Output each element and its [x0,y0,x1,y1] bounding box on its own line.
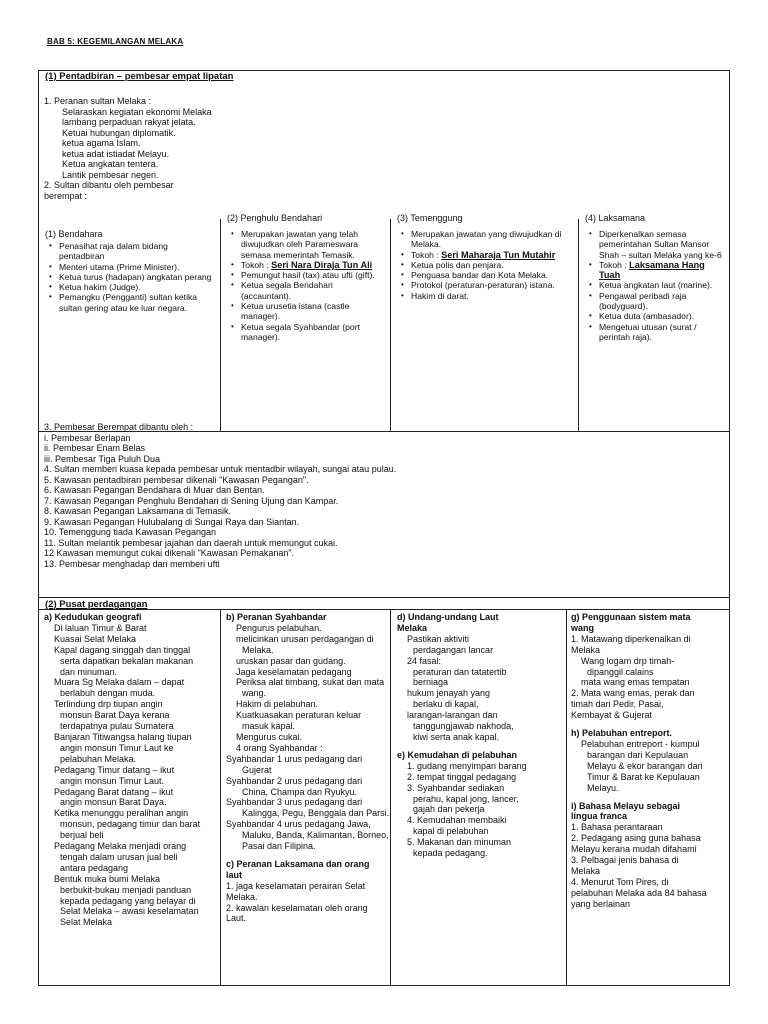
item-text: Ketua urusetia istana (castle manager). [241,301,350,322]
text-line: 3. Syahbandar sediakan [407,782,505,793]
sultan-roles [44,96,212,201]
text-line: perahu, kapal jong, lancer, [413,793,519,804]
text-line: China, Champa dan Ryukyu. [242,786,358,797]
text-line: uruskan pasar dan gudang. [236,655,346,666]
text-line: 1. jaga keselamatan perairan Selat [226,880,366,891]
subheading: c) Peranan Laksamana dan orang [226,858,370,869]
column-title: (4) Laksamana [585,213,646,223]
col-bendahara [39,219,221,431]
subheading: Melaka [397,622,428,633]
text-line: tanggungjawab nakhoda, [413,721,514,732]
text-line: 2. Pedagang asing guna bahasa [571,833,701,844]
list-item [397,260,572,270]
list-item [585,229,723,260]
list-item [45,241,214,262]
pembesar-columns [39,213,729,432]
text-line: Jaga keselamatan pedagang [236,666,352,677]
col-penghulu-bendahari [221,213,391,431]
text-line: serta dapatkan bekalan makanan [60,655,194,666]
text-line: 1. Matawang diperkenalkan di [571,633,691,644]
text-line: 4 orang Syahbandar : [236,742,323,753]
item-highlight: Laksamana Hang Tuah [599,259,705,281]
text-line: berjual beli [60,830,104,841]
text-line: 6. Kawasan Pegangan Bendahara di Muar dan Bentan. [44,485,265,495]
text-line: Wang logam drp timah- [581,655,675,666]
text-line [571,721,729,728]
text-line: mata wang emas tempatan [581,677,690,688]
list-item [227,301,384,322]
text-line: 2. tempat tinggal pedagang [407,771,517,782]
text-line: larangan-larangan dan [407,710,498,721]
text-line: Pedagang Melaka menjadi orang [54,841,187,852]
section-pentadbiran [38,70,730,598]
text-line: ii. Pembesar Enam Belas [44,443,146,453]
text-line: berniaga [413,677,449,688]
text-line: kiwi serta anak kapal. [413,731,500,742]
text-line: 24 fasal: [407,655,442,666]
item-text: Tokoh : [241,259,272,270]
text-line: monsun, pedagang timur dan barat [60,819,201,830]
text-line: dan minuman. [60,666,118,677]
list-item [45,272,214,282]
text-line: kepada pedagang. [413,848,488,859]
text-line: peraturan dan tatatertib [413,666,507,677]
text-line: Maluku, Banda, Kalimantan, Borneo, [242,830,389,841]
list-item [45,292,214,313]
text-line: 10. Temenggung tiada Kawasan Pegangan [44,527,216,537]
text-line: angin monsun Timur Laut. [60,775,165,786]
list-item [397,250,572,260]
text-line: lambang perpaduan rakyat jelata. [62,117,196,127]
text-line: Ketua angkatan tentera. [62,159,159,169]
list-item [227,270,384,280]
text-line: Melaka. [242,644,274,655]
text-line: antara pedagang [60,862,129,873]
subheading: h) Pelabuhan entreport. [571,728,673,739]
pembesar-notes [44,422,396,569]
item-text: Pengawal peribadi raja (bodyguard). [599,290,687,312]
item-text: Mengetuai utusan (surat / perintah raja). [599,321,697,342]
text-line: Syahbandar 3 urus pedagang dari [226,797,363,808]
text-line: Kuasai Selat Melaka [54,633,137,644]
text-line: berlabuh dengan muda. [60,688,156,699]
text-line: ketua agama Islam. [62,138,141,148]
col-laksamana [579,213,729,431]
text-line: Selat Melaka [60,917,113,928]
item-text: Ketua angkatan laut (marine). [599,280,713,291]
text-line: berempat : [44,190,88,201]
section-perdagangan [38,598,730,986]
column-title: (2) Penghulu Bendahari [227,213,323,223]
text-line: Lantik pembesar negeri. [62,169,159,180]
col-syahbandar [221,610,391,985]
text-line: Pengurus pelabuhan. [236,622,322,633]
column-title: (3) Temenggung [397,213,463,223]
text-line: 2. kawalan keselamatan oleh orang [226,902,368,913]
item-text: Ketua turus (hadapan) angkatan perang [59,271,212,282]
item-text: Protokol (peraturan-peraturan) istana. [411,280,555,291]
subheading: g) Penggunaan sistem mata [571,612,691,622]
list-item [585,280,723,290]
list-item [397,229,572,250]
col-undang-undang [391,610,567,985]
list-item [585,260,723,281]
text-line: angin monsun Timur Laut ke [60,742,174,753]
text-line: kepada pedagang yang belayar di [60,895,196,906]
text-line: Pasai dan Filipina. [242,841,316,852]
list-item [585,311,723,321]
text-line: timah dari Pedir, Pasai, [571,699,664,710]
text-line: 7. Kawasan Pegangan Penghulu Bendahari di Sening Ujung dan Kampar. [44,495,339,506]
bullet-list [227,229,384,342]
item-text: Menteri utama (Prime Minister). [59,261,180,272]
text-line: Kembayat & Gujerat [571,710,653,721]
item-highlight: Seri Maharaja Tun Mutahir [441,249,556,260]
text-line: hukum jenayah yang [407,688,491,699]
list-item [45,262,214,272]
text-line: Syahbandar 2 urus pedagang dari [226,775,363,786]
list-item [585,322,723,343]
item-text: Penguasa bandar dan Kota Melaka. [411,270,549,281]
list-item [227,229,384,260]
text-line: Ketika menunggu peralihan angin [54,808,189,819]
text-line: monsun Barat Daya kerana [60,710,170,721]
text-line [226,852,390,859]
text-line: 3. Pelbagai jenis bahasa di [571,855,679,866]
page-title: BAB 5: KEGEMILANGAN MELAKA [47,37,184,46]
text-line: Melaka [571,865,601,876]
text-line: Banjaran Titiwangsa halang tiupan [54,731,192,742]
text-line: pelabuhan Melaka. [60,753,137,764]
text-line: 13. Pembesar menghadap dan memberi ufti [44,558,220,569]
text-line: 3. Pembesar Berempat dibantu oleh : [44,422,194,432]
list-item [397,280,572,290]
text-line: Melayu kerana mudah difahami [571,844,697,855]
bullet-list [45,241,214,313]
text-line: Periksa alat timbang, sukat dan mata [236,677,385,688]
text-line: 4. Menurut Tom Pires, di [571,876,669,887]
text-line: 1. Bahasa perantaraan [571,822,663,833]
text-line: wang. [242,688,267,699]
text-line: berbukit-bukau menjadi panduan [60,884,192,895]
text-line: i. Pembesar Berlapan [44,432,131,443]
item-text: Tokoh : [599,259,630,270]
text-line: 8. Kawasan Pegangan Laksamana di Temasik. [44,506,231,516]
text-line: Laut. [226,913,247,924]
text-line: 4. Kemudahan membaiki [407,815,507,826]
text-line: perdagangan lancar [413,644,494,655]
text-line [571,794,729,801]
text-line: Hakim di pelabuhan. [236,699,319,710]
text-line: 4. Sultan memberi kuasa kepada pembesar untuk mentadbir wilayah, sungai atau pulau. [44,464,397,474]
list-item [227,280,384,301]
text-line: 12 Kawasan memungut cukai dikenali "Kawasan Pemakanan". [44,548,295,558]
subheading: lingua franca [571,811,628,822]
text-line: Bentuk muka bumi Melaka [54,873,161,884]
item-text: Diperkenalkan semasa pemerintahan Sultan Mansor Shah – sultan Melaka yang ke-6 [599,229,722,260]
text-line: 1. gudang menyimpan barang [407,760,527,771]
item-text: Penasihat raja dalam bidang pentadbiran [59,241,168,262]
item-text: Ketua polis dan penjara. [411,259,504,270]
col-geografi [39,610,221,985]
text-line: kapal di pelabuhan [413,826,489,837]
subheading: d) Undang-undang Laut [397,612,499,622]
item-text: Tokoh : [411,249,442,260]
text-line: Selat Melaka – awasi keselamatan [60,906,199,917]
item-text: Ketua duta (ambasador). [599,311,695,322]
text-line: gajah dan pekerja [413,804,485,815]
item-text: Merupakan jawatan yang telah diwujudkan oleh Parameswara semasa memerintah Temasik. [241,229,359,260]
text-line: 9. Kawasan Pegangan Hulubalang di Sungai Raya dan Siantan. [44,516,300,527]
text-line: Syahbandar 1 urus pedagang dari [226,753,363,764]
section-heading-2: (2) Pusat perdagangan [45,599,148,610]
text-line: tengah dalam urusan jual beli [60,851,178,862]
bullet-list [585,229,723,342]
text-line: pelabuhan Melaka ada 84 bahasa [571,887,707,898]
text-line: Selaraskan kegiatan ekonomi Melaka [62,106,212,117]
text-line: dipanggil calains [587,666,654,677]
subheading: wang [571,622,595,633]
item-text: Pemungut hasil (tax) atau ufti (gift). [241,270,375,281]
text-line: Terlindung drp tiupan angin [54,699,163,710]
text-line: yang berlainan [571,898,631,909]
text-line: melicinkan urusan perdagangan di [236,633,374,644]
subheading: i) Bahasa Melayu sebagai [571,800,681,811]
text-line: terdapatnya pulau Sumatera [60,721,174,732]
text-line: 1. Peranan sultan Melaka : [44,96,152,106]
text-line: masuk kapal. [242,721,296,732]
text-line: Syahbandar 4 urus pedagang Jawa, [226,819,371,830]
text-line: Muara Sg Melaka dalam – dapat [54,677,185,688]
text-line: Melaka. [226,891,258,902]
text-line: Pedagang Timur datang – ikut [54,764,175,775]
item-text: Pemangku (Pengganti) sultan ketika sultan gering atau ke luar negara. [59,292,198,313]
col-temenggung [391,213,579,431]
text-line: Pelabuhan entreport - kumpul [581,738,700,749]
text-line: Pedagang Barat datang – ikut [54,786,174,797]
bullet-list [397,229,572,301]
text-line: Melayu & ekor barangan dari [587,760,703,771]
text-line [397,743,566,750]
subheading: e) Kemudahan di pelabuhan [397,749,518,760]
text-line: Gujerat [242,764,272,775]
text-line: Pastikan aktiviti [407,633,470,644]
item-text: Ketua segala Syahbandar (port manager). [241,321,360,342]
text-line: iii. Pembesar Tiga Puluh Dua [44,453,161,464]
item-text: Ketua segala Bendahari (accauntant). [241,280,333,301]
text-line: Ketuai hubungan diplomatik. [62,127,176,138]
text-line: Timur & Barat ke Kepulauan [587,771,700,782]
list-item [227,322,384,343]
perdagangan-columns [39,609,729,985]
item-highlight: Seri Nara Diraja Tun Ali [271,259,373,270]
list-item [397,291,572,301]
text-line: 2. Sultan dibantu oleh pembesar [44,180,174,190]
subheading: b) Peranan Syahbandar [226,612,327,622]
list-item [397,270,572,280]
text-line: 5. Kawasan pentadbiran pembesar dikenali "Kawasan Pegangan". [44,474,309,485]
col-mata-wang [567,610,729,985]
item-text: Ketua hakim (Judge). [59,282,141,293]
text-line: Mengurus cukai. [236,731,303,742]
section-heading: (1) Pentadbiran – pembesar empat lipatan [45,71,234,82]
text-line: Melaka [571,644,601,655]
text-line: 5. Makanan dan minuman [407,837,512,848]
list-item [585,291,723,312]
text-line: Kuatkuasakan peraturan keluar [236,710,362,721]
item-text: Merupakan jawatan yang diwujudkan di Melaka. [411,229,562,250]
list-item [227,260,384,270]
list-item [45,282,214,292]
text-line: berlaku di kapal, [413,699,479,710]
text-line: 11. Sultan melantik pembesar jajahan dan daerah untuk memungut cukai. [44,537,338,548]
text-line: ketua adat istiadat Melayu. [62,148,170,159]
text-line: angin monsun Barat Daya. [60,797,167,808]
text-line: Di laluan Timur & Barat [54,622,147,633]
text-line: barangan dari Kepulauan [587,749,689,760]
text-line: Kapal dagang singgah dan tinggal [54,644,191,655]
text-line: Kalingga, Pegu, Benggala dan Parsi. [242,808,390,819]
text-line: Melayu. [587,782,619,793]
subheading: laut [226,869,243,880]
subheading: a) Kedudukan geografi [44,612,142,622]
text-line: 2. Mata wang emas, perak dan [571,688,695,699]
column-title: (1) Bendahara [45,229,103,239]
item-text: Hakim di darat. [411,290,469,301]
